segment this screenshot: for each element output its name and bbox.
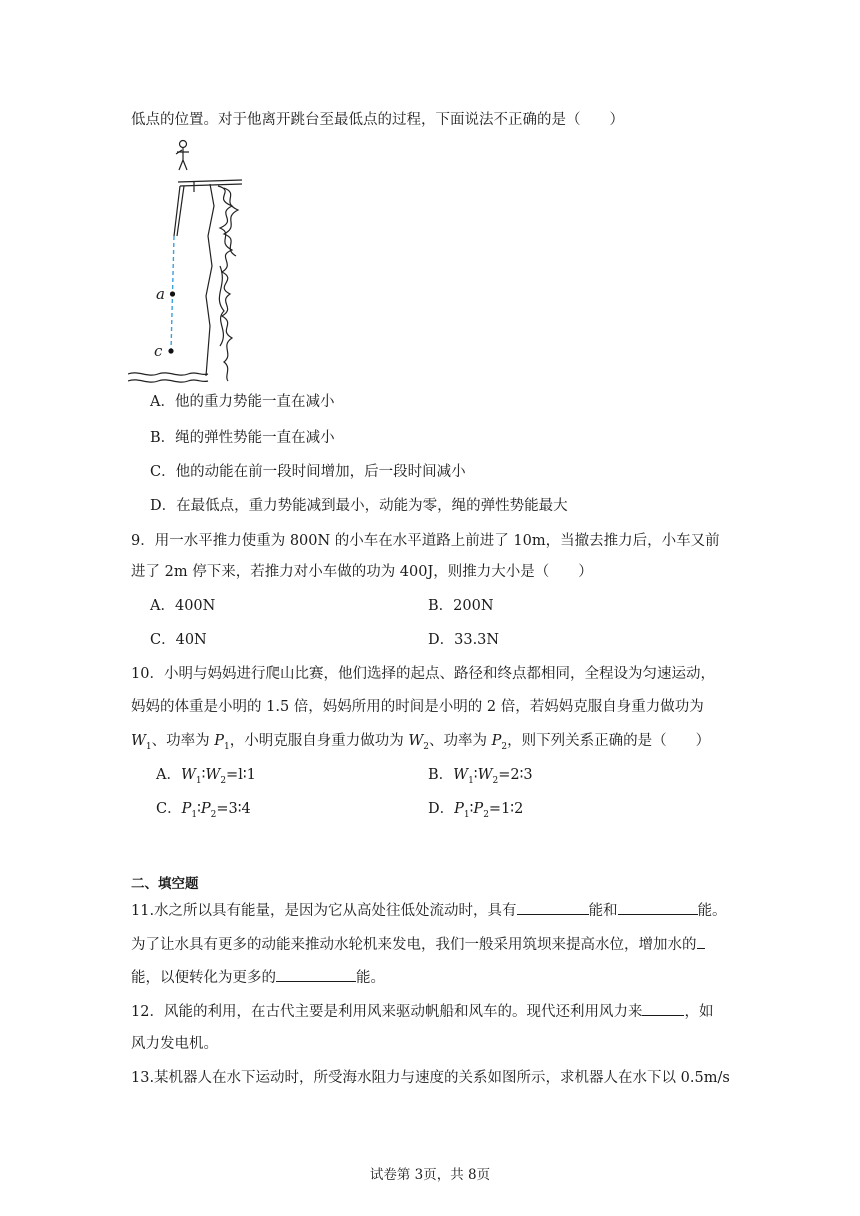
q13-line1: 13.某机器人在水下运动时，所受海水阻力与速度的关系如图所示，求机器人在水下以 0.5m/s — [131, 1070, 730, 1086]
q10-option-b: B．$W_1∶W_2=2∶3$ — [428, 767, 533, 786]
page-footer: 试卷第 3页，共 8页 — [369, 1167, 491, 1183]
jumper-body — [176, 148, 189, 170]
label-c: c — [154, 342, 163, 360]
q8-option-a: A．他的重力势能一直在减小 — [150, 394, 335, 410]
section-title-fill-blank: 二、填空题 — [131, 876, 199, 892]
q11-line3: 能，以便转化为更多的 能。 — [131, 967, 385, 988]
q12-blank-1[interactable] — [642, 1001, 684, 1016]
q10-option-a: A．$W_1∶W_2=l∶1$ — [156, 767, 256, 786]
rope-solid — [174, 186, 180, 236]
q12-line2: 风力发电机。 — [131, 1036, 218, 1052]
point-c — [168, 348, 173, 353]
q9-option-d: D．33.3N — [428, 632, 500, 648]
q12-line1: 12．风能的利用，在古代主要是利用风来驱动帆船和风车的。现代还利用风力来 ，如 — [131, 1001, 713, 1022]
bungee-diagram — [128, 136, 248, 388]
label-a: a — [156, 285, 165, 303]
q8-option-c: C．他的动能在前一段时间增加，后一段时间减小 — [150, 464, 466, 480]
q9-option-c: C．40N — [150, 632, 207, 648]
q11-line2: 为了让水具有更多的动能来推动水轮机来发电，我们一般采用筑坝来提高水位，增加水的 — [131, 934, 705, 955]
q11-line1: 11.水之所以具有能量，是因为它从高处往低处流动时，具有 能和 能。 — [131, 900, 727, 921]
q8-option-b: B．绳的弹性势能一直在减小 — [150, 430, 335, 446]
q10-line1: 10．小明与妈妈进行爬山比赛，他们选择的起点、路径和终点都相同，全程设为匀速运动， — [131, 666, 715, 682]
jumper-head — [180, 141, 187, 148]
q9-option-b: B．200N — [428, 598, 494, 614]
point-a — [170, 291, 175, 296]
q10-line3: $W_1$、功率为 $P_1$，小明克服自身重力做功为 $W_2$、功率为 $P_2$，则下列关系正确的是（ ） — [131, 733, 711, 752]
q11-blank-4[interactable] — [276, 967, 356, 982]
q8-option-d: D．在最低点，重力势能减到最小，动能为零，绳的弹性势能最大 — [150, 498, 568, 514]
cliff-edge — [206, 184, 214, 376]
q11-blank-1[interactable] — [517, 900, 589, 915]
water-wave — [128, 373, 208, 375]
q9-line1: 9．用一水平推力使重为 800N 的小车在水平道路上前进了 10m，当撤去推力后，小车又前 — [131, 533, 720, 549]
q11-blank-3[interactable] — [697, 934, 705, 949]
q8-stem: 低点的位置。对于他离开跳台至最低点的过程，下面说法不正确的是（ ） — [131, 112, 624, 128]
q11-blank-2[interactable] — [618, 900, 698, 915]
q10-option-d: D．$P_1∶P_2=1∶2$ — [428, 801, 524, 820]
q9-line2: 进了 2m 停下来，若推力对小车做的功为 400J，则推力大小是（ ） — [131, 564, 593, 580]
q9-option-a: A．400N — [150, 598, 216, 614]
q10-option-c: C．$P_1∶P_2=3∶4$ — [156, 801, 251, 820]
q10-line2: 妈妈的体重是小明的 1.5 倍，妈妈所用的时间是小明的 2 倍，若妈妈克服自身重力做功为 — [131, 699, 704, 715]
